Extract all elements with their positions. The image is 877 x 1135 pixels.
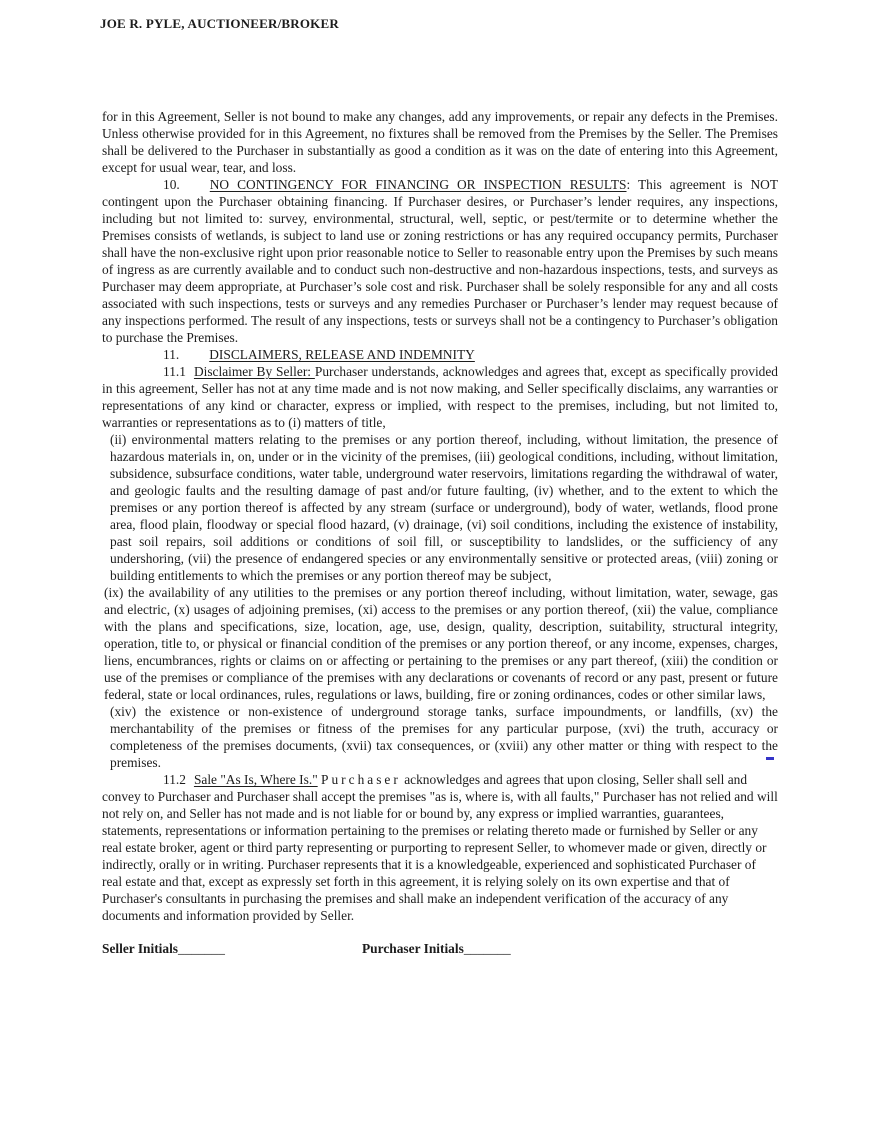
seller-initials-blank: _______ xyxy=(178,941,225,956)
section-11-1-items-ii-viii: (ii) environmental matters relating to the premises or any portion thereof, including, without limitation, the presence of hazardous materials in, on, under or in the vicinity of the premises, (iii) geological conditions, including, without limitation, subsidence, subsurface conditions, water table, underground water reservoirs, limitations regarding the withdrawal of water, and geologic faults and the resulting damage of past and/or future faulting, (iv) whether, and to the extent to which the premises or any portion thereof is affected by any stream (surface or underground), body of water, wetlands, flood prone area, flood plain, floodway or special flood hazard, (v) drainage, (vi) soil conditions, including the existence of instability, past soil repairs, soil additions or conditions of soil fill, or susceptibility to landslides, or the sufficiency of any undershoring, (vii) the presence of endangered species or any environmentally sensitive or protected areas, (viii) zoning or building entitlements to which the premises or any portion thereof may be subject, xyxy=(110,432,778,583)
section-10-heading: NO CONTINGENCY FOR FINANCING OR INSPECTION RESULTS xyxy=(209,177,627,192)
seller-initials xyxy=(102,940,362,957)
section-11-2-body: acknowledges and agrees that upon closing, Seller shall sell and convey to Purchaser and Purchaser shall accept the premises "as is, where is, with all faults," Purchaser has not relied and will not rely on, and Seller has not made and is not liable for or bound by, any express or implied warranties, guarantees, statements, representations or information pertaining to the premises or relating thereto made or furnished by Seller or any real estate broker, agent or third party representing or purporting to represent Seller, to whomever made or given, directly or indirectly, orally or in writing. Purchaser represents that it is a knowledgeable, experienced and sophisticated Purchaser of real estate and that, except as expressly set forth in this agreement, it is relying solely on its own expertise and that of Purchaser's consultants in purchasing the premises and shall make an independent verification of the accuracy of any documents and information provided by Seller. xyxy=(102,772,778,923)
section-11-1-number: 11.1 xyxy=(163,364,186,379)
section-11-2-lead: Sale "As Is, Where Is." xyxy=(193,772,318,787)
section-11-1-lead: Disclaimer By Seller: xyxy=(193,364,315,379)
section-11-heading: DISCLAIMERS, RELEASE AND INDEMNITY xyxy=(209,347,475,362)
seller-initials-label: Seller Initials xyxy=(102,941,179,956)
section-10-body: : This agreement is NOT contingent upon the Purchaser obtaining financing. If Purchaser desires, or Purchaser’s lender requires, any inspections, including but not limited to: survey, environmental, structural, well, septic, or pest/termite or to determine whether the Premises consists of wetlands, is subject to land use or zoning restrictions or has any required occupancy permits, Purchaser shall have the non-exclusive right upon prior reasonable notice to Seller to reasonable entry upon the Premises by such means of ingress as are currently available and to conduct such non-destructive and non-hazardous inspections, tests, and surveys as Purchaser may deem appropriate, at Purchaser’s sole cost and risk. Purchaser shall be solely responsible for any and all costs associated with such inspections, tests or surveys and any remedies Purchaser or Purchaser’s lender may request because of any inspections performed. The result of any inspections, tests or surveys shall not be a contingency to Purchaser’s obligation to purchase the Premises. xyxy=(102,177,779,345)
section-11-2-number: 11.2 xyxy=(163,772,186,787)
section-10-paragraph xyxy=(102,176,778,346)
intro-paragraph: for in this Agreement, Seller is not bound to make any changes, add any improvements, or repair any defects in the Premises. Unless otherwise provided for in this Agreement, no fixtures shall be removed from the Premises by the Seller. The Premises shall be delivered to the Purchaser in substantially as good a condition as it was on the date of entering into this Agreement, except for usual wear, tear, and loss. xyxy=(102,109,778,175)
section-10-number: 10. xyxy=(163,177,180,192)
document-body xyxy=(102,108,778,957)
purchaser-initials-label: Purchaser Initials xyxy=(362,941,464,956)
purchaser-initials xyxy=(362,940,511,957)
section-11-number: 11. xyxy=(163,347,180,362)
section-11-1-body-a: Purchaser understands, acknowledges and agrees that, except as specifically provided in this agreement, Seller has not at any time made and is not now making, and Seller specifically disclaims, any warranties or representations of any kind or character, express or implied, with respect to the premises, including, but not limited to, warranties or representations as to (i) matters of title, xyxy=(102,364,778,430)
document-header-title: JOE R. PYLE, AUCTIONEER/BROKER xyxy=(100,16,339,31)
section-11-2-spaced-word: Purchaser xyxy=(321,772,401,787)
section-11-1-paragraph xyxy=(102,363,778,431)
blue-margin-annotation-mark xyxy=(766,757,774,760)
section-11-1-items-xiv-xviii: (xiv) the existence or non-existence of underground storage tanks, surface impoundments, or landfills, (xv) the merchantability of the premises or fitness of the premises for any particular purpose, (xvi) the truth, accuracy or completeness of the premises documents, (xvii) tax consequences, or (xviii) any other matter or thing with respect to the premises. xyxy=(110,704,778,770)
section-11-2-paragraph xyxy=(102,771,778,924)
initials-row xyxy=(102,940,778,957)
section-11-1-items-ix-xiii: (ix) the availability of any utilities to the premises or any portion thereof including, without limitation, water, sewage, gas and electric, (x) usages of adjoining premises, (xi) access to the premises or any portion thereof, (xii) the value, compliance with the plans and specifications, size, location, age, use, design, quality, description, suitability, structural integrity, operation, title to, or physical or financial condition of the premises or any portion thereof, or any income, expenses, charges, liens, encumbrances, rights or claims on or affecting or pertaining to the premises or any part thereof, (xiii) the condition or use of the premises or compliance of the premises with any declarations or covenants of record or any past, present or future federal, state or local ordinances, rules, regulations or laws, building, fire or zoning ordinances, codes or other similar laws, xyxy=(104,585,778,702)
section-11-heading-line xyxy=(102,346,778,363)
purchaser-initials-blank: _______ xyxy=(463,941,511,956)
